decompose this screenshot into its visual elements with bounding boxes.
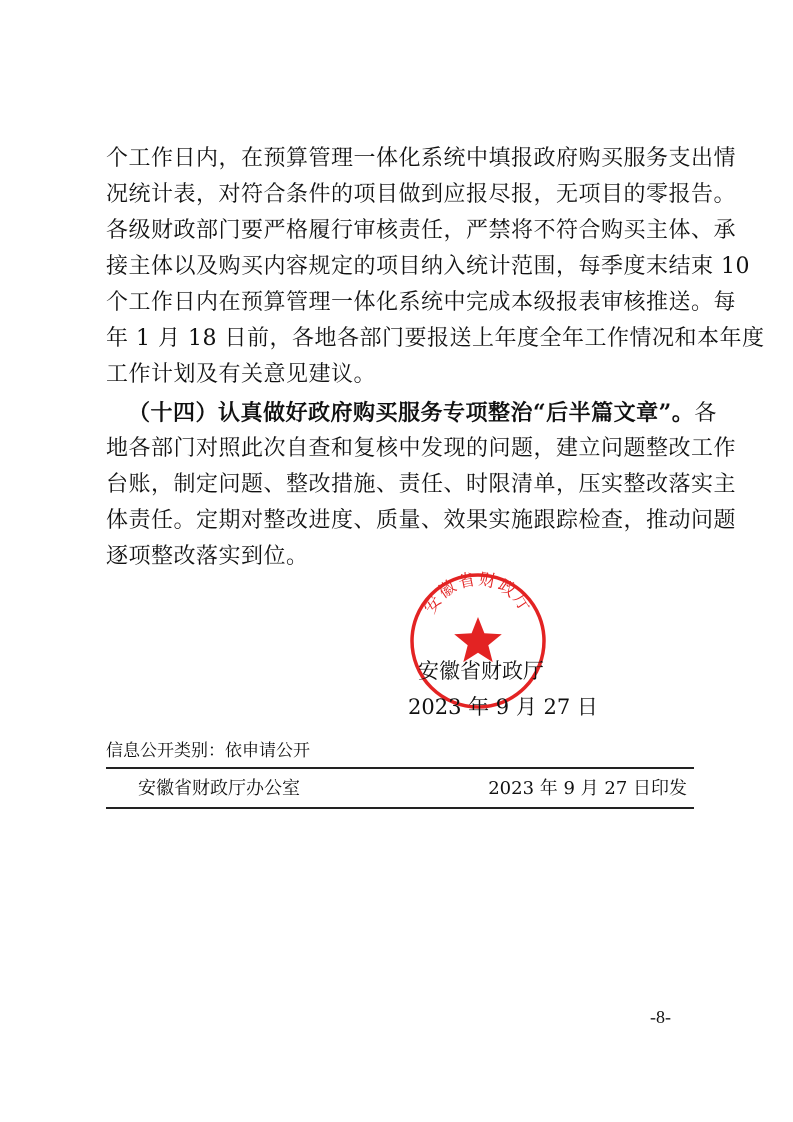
official-seal xyxy=(407,570,549,712)
body-line-2: 况统计表，对符合条件的项目做到应报尽报，无项目的零报告。 xyxy=(106,182,737,207)
svg-text:安徽省财政厅: 安徽省财政厅 xyxy=(420,570,536,618)
section14-heading: （十四）认真做好政府购买服务专项整治“后半篇文章”。 xyxy=(128,400,695,426)
section14-line-5: 逐项整改落实到位。 xyxy=(106,544,309,569)
section14-line-4: 体责任。定期对整改进度、质量、效果实施跟踪检查，推动问题 xyxy=(106,508,737,533)
signer-org: 安徽省财政厅 xyxy=(418,659,544,683)
section14-first-line xyxy=(128,396,728,431)
body-line-7: 工作计划及有关意见建议。 xyxy=(106,362,377,387)
signature-date: 2023 年 9 月 27 日 xyxy=(408,695,598,719)
section14-line-3: 台账，制定问题、整改措施、责任、时限清单，压实整改落实主 xyxy=(106,472,737,497)
section14-first-tail: 各 xyxy=(694,401,717,426)
body-line-4: 接主体以及购买内容规定的项目纳入统计范围，每季度末结束 10 xyxy=(106,254,750,279)
body-line-3: 各级财政部门要严格履行审核责任，严禁将不符合购买主体、承 xyxy=(106,218,737,243)
body-line-5: 个工作日内在预算管理一体化系统中完成本级报表审核推送。每 xyxy=(106,290,737,315)
footer-rule-top xyxy=(106,767,694,769)
disclosure-category: 信息公开类别：依申请公开 xyxy=(106,741,310,761)
body-line-6: 年 1 月 18 日前，各地各部门要报送上年度全年工作情况和本年度 xyxy=(106,326,765,351)
footer-rule-bottom xyxy=(106,807,694,809)
section14-line-2: 地各部门对照此次自查和复核中发现的问题，建立问题整改工作 xyxy=(106,436,737,461)
page-number: -8- xyxy=(650,1007,671,1027)
issue-date: 2023 年 9 月 27 日印发 xyxy=(488,778,687,799)
body-line-1: 个工作日内，在预算管理一体化系统中填报政府购买服务支出情 xyxy=(106,146,737,171)
issuing-office: 安徽省财政厅办公室 xyxy=(138,778,300,799)
